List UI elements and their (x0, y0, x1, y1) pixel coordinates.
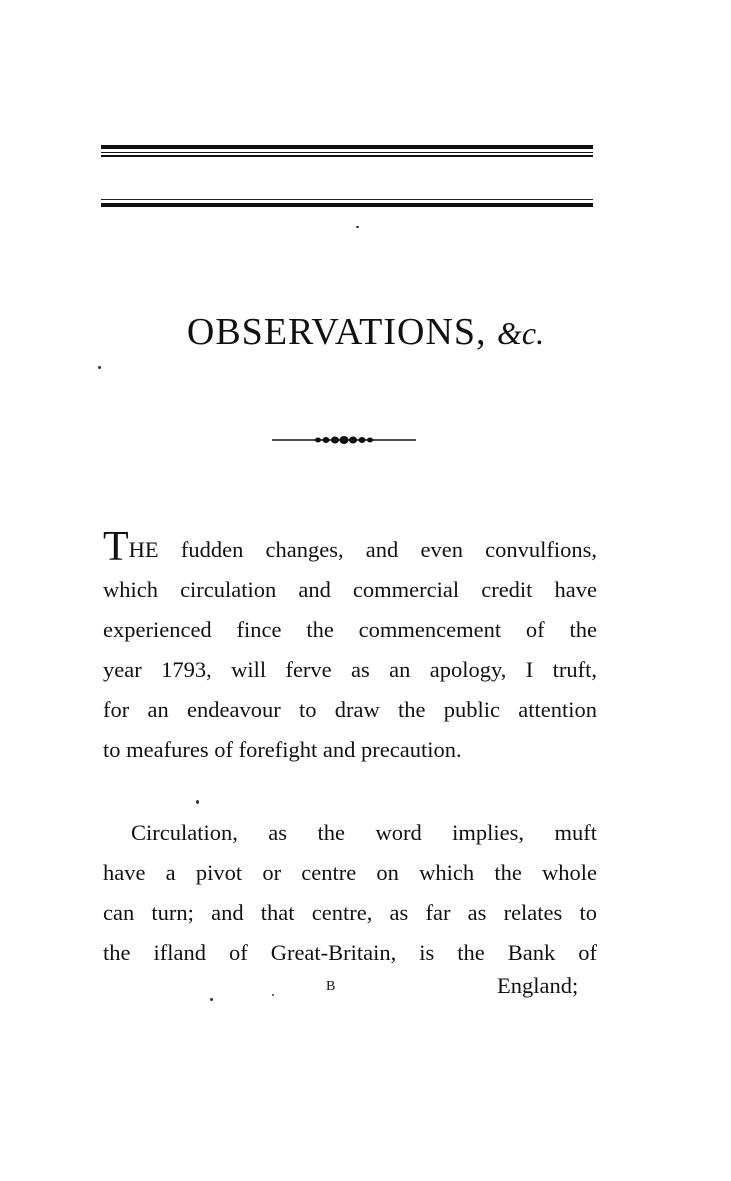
ink-speck (196, 800, 199, 804)
paragraph-2 (103, 813, 597, 973)
paragraph-2-line: can turn; and that centre, as far as relates to (103, 900, 597, 925)
paragraph-2-line: the ifland of Great-Britain, is the Bank of (103, 940, 597, 965)
paragraph-1-line-text: HE fudden changes, and even convulfions, (128, 537, 597, 562)
ink-speck (210, 998, 213, 1001)
paragraph-1 (103, 524, 597, 770)
paragraph-1-line: year 1793, will ferve as an apology, I truft, (103, 657, 597, 682)
page-footer (0, 973, 731, 1007)
drop-cap: T (103, 524, 129, 570)
paragraph-1-line: for an endeavour to draw the public attention (103, 697, 597, 722)
page-heading (0, 310, 731, 354)
ink-speck (356, 226, 359, 228)
signature-mark: B (326, 979, 337, 994)
ink-speck (98, 366, 101, 369)
paragraph-1-line: experienced fince the commencement of the (103, 617, 597, 642)
paragraph-1-line: which circulation and commercial credit have (103, 577, 597, 602)
paragraph-2-line: have a pivot or centre on which the whole (103, 860, 597, 885)
top-double-rule (101, 145, 593, 157)
heading-etc: &c. (497, 315, 545, 351)
catchword: England; (497, 973, 579, 998)
paragraph-2-line: Circulation, as the word implies, muft (131, 820, 597, 845)
paragraph-1-line: to meafures of forefight and precaution. (103, 737, 462, 762)
paragraph-1-line (103, 524, 597, 570)
ink-speck (272, 994, 274, 996)
ornament-divider (272, 432, 416, 446)
heading-title: OBSERVATIONS, (186, 311, 487, 353)
second-double-rule (101, 199, 593, 207)
